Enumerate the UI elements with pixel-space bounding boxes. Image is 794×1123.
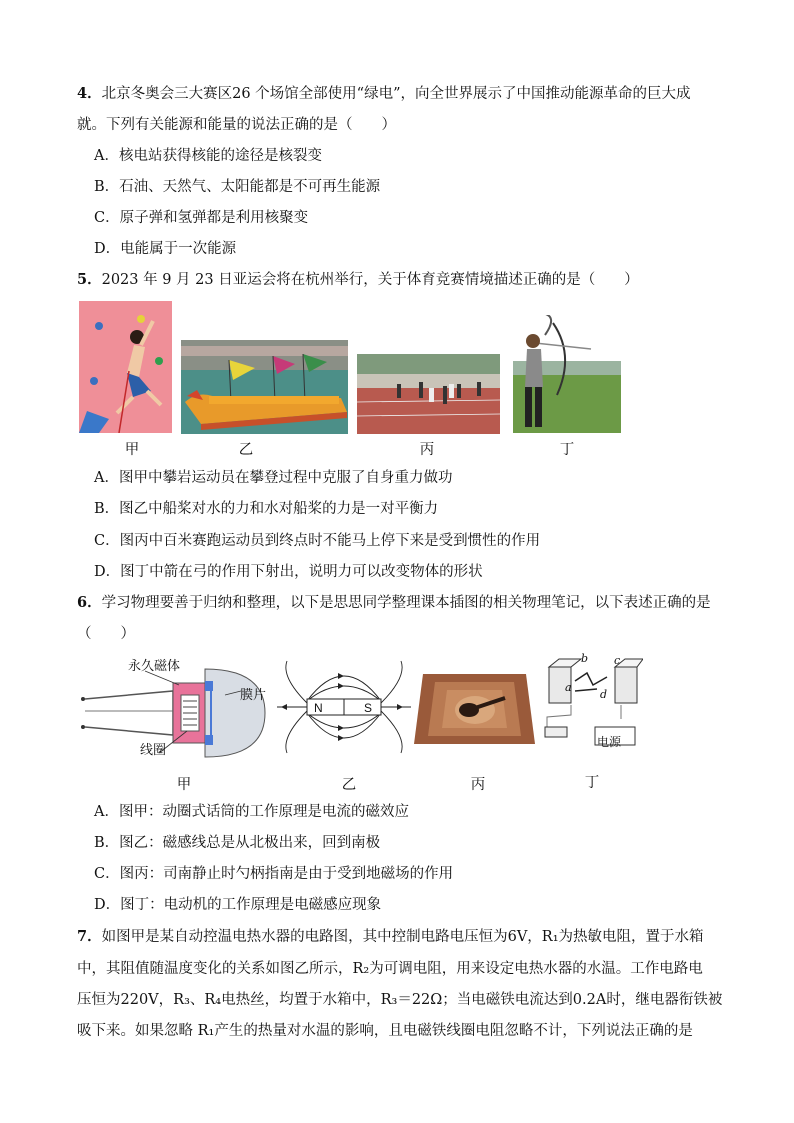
q6-stem-line1: [77, 591, 711, 612]
q5-image-climbing: [79, 301, 172, 433]
q5-image-archery: [513, 315, 621, 433]
q6-figure-motor: [541, 655, 643, 750]
q6-label-c: c: [614, 654, 621, 667]
q4-stem-line1: [77, 82, 690, 103]
q6-caption-ding: 丁: [584, 775, 600, 791]
q6-option-a[interactable]: A．图甲：动圈式话筒的工作原理是电流的磁效应: [94, 804, 409, 820]
q5-caption-ding: 丁: [559, 442, 575, 458]
q6-label-n: N: [314, 701, 323, 715]
q6-figure-magnetic-field: [277, 657, 411, 757]
q5-option-a[interactable]: A．图甲中攀岩运动员在攀登过程中克服了自身重力做功: [94, 470, 453, 486]
q5-stem-line1: [77, 268, 639, 289]
sinan-compass-illustration: [413, 668, 536, 750]
q4-option-b[interactable]: B．石油、天然气、太阳能都是不可再生能源: [94, 179, 381, 195]
q6-label-b: b: [581, 652, 589, 665]
q4-number: 4．: [77, 85, 102, 102]
q7-number: 7．: [77, 928, 102, 945]
q6-label-magnet: 永久磁体: [128, 659, 181, 674]
q6-stem-line2: （ ）: [77, 626, 135, 642]
q6-figure-sinan: [413, 668, 536, 750]
q7-stem-line2: 中，其阻值随温度变化的关系如图乙所示，R₂为可调电阻，用来设定电热水器的水温。工作电路电: [77, 961, 703, 977]
q6-label-power: 电源: [597, 735, 622, 749]
motor-diagram: [541, 655, 643, 750]
q6-option-c[interactable]: C．图丙：司南静止时勺柄指南是由于受到地磁场的作用: [94, 866, 454, 882]
q4-stem-line2: 就。下列有关能源和能量的说法正确的是（ ）: [77, 117, 396, 133]
q4-option-c[interactable]: C．原子弹和氢弹都是利用核聚变: [94, 210, 309, 226]
q7-stem-line1: [77, 925, 704, 946]
q5-option-d[interactable]: D．图丁中箭在弓的作用下射出，说明力可以改变物体的形状: [94, 564, 483, 580]
q5-number: 5．: [77, 271, 102, 288]
q6-number: 6．: [77, 594, 102, 611]
q4-option-d[interactable]: D．电能属于一次能源: [94, 241, 237, 257]
q7-stem-line3: 压恒为220V，R₃、R₄电热丝，均置于水箱中，R₃＝22Ω；当电磁铁电流达到0.2A时，继电器衔铁被: [77, 992, 723, 1008]
bar-magnet-field-diagram: [277, 657, 411, 757]
q5-image-dragonboat: [181, 340, 348, 434]
q4-text-1: 北京冬奥会三大赛区26 个场馆全部使用“绿电”，向全世界展示了中国推动能源革命的巨大成: [101, 86, 691, 102]
q5-image-sprint: [357, 354, 500, 434]
q6-label-s: S: [364, 701, 373, 715]
dragon-boat-illustration: [181, 340, 348, 434]
q6-label-membrane: 膜片: [240, 688, 267, 703]
q6-option-d[interactable]: D．图丁：电动机的工作原理是电磁感应现象: [94, 897, 382, 913]
archery-illustration: [513, 315, 621, 433]
q7-text-1: 如图甲是某自动控温电热水器的电路图，其中控制电路电压恒为6V，R₁为热敏电阻，置于水箱: [101, 929, 704, 945]
q5-text-1: 2023 年 9 月 23 日亚运会将在杭州举行，关于体育竞赛情境描述正确的是（ ）: [101, 272, 639, 288]
q6-caption-jia: 甲: [176, 777, 192, 793]
q6-label-d: d: [600, 688, 608, 701]
q6-label-a: a: [565, 681, 572, 694]
q6-option-b[interactable]: B．图乙：磁感线总是从北极出来，回到南极: [94, 835, 381, 851]
q4-option-a[interactable]: A．核电站获得核能的途径是核裂变: [94, 148, 322, 164]
sprint-illustration: [357, 354, 500, 434]
q6-caption-yi: 乙: [341, 777, 357, 793]
q5-caption-yi: 乙: [238, 442, 254, 458]
climber-illustration: [79, 301, 172, 433]
q5-option-b[interactable]: B．图乙中船桨对水的力和水对船桨的力是一对平衡力: [94, 501, 439, 517]
q5-option-c[interactable]: C．图丙中百米赛跑运动员到终点时不能马上停下来是受到惯性的作用: [94, 533, 541, 549]
q6-label-coil: 线圈: [140, 743, 167, 758]
q5-caption-jia: 甲: [124, 442, 140, 458]
q6-text-1: 学习物理要善于归纳和整理，以下是思思同学整理课本插图的相关物理笔记，以下表述正确的是: [101, 595, 711, 611]
q5-caption-bing: 丙: [419, 442, 435, 458]
q7-stem-line4: 吸下来。如果忽略 R₁产生的热量对水温的影响，且电磁铁线圈电阻忽略不计，下列说法正确的是: [77, 1023, 693, 1039]
q6-caption-bing: 丙: [470, 777, 486, 793]
